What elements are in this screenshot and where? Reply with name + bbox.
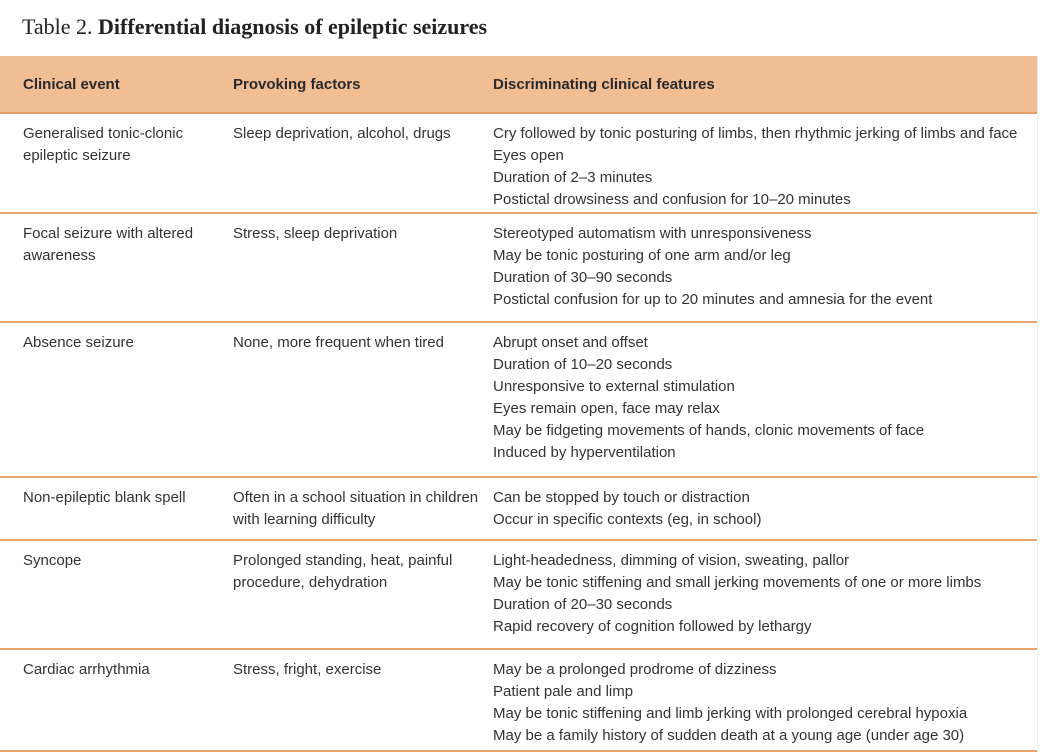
cell-clinical-event: Generalised tonic-clonic epileptic seizure xyxy=(23,125,184,164)
table-caption-label: Table 2. xyxy=(22,14,93,39)
cell-provoking-factors: Prolonged standing, heat, painful procedure, dehydration xyxy=(233,552,453,591)
cell-clinical-event: Non-epileptic blank spell xyxy=(23,489,186,506)
cell-provoking-factors: Often in a school situation in children with learning difficulty xyxy=(233,489,479,528)
feature-line: May be tonic stiffening and limb jerking with prolonged cerebral hypoxia xyxy=(493,705,968,722)
feature-line: Induced by hyperventilation xyxy=(493,444,676,461)
feature-line: Eyes open xyxy=(493,147,564,164)
cell-clinical-event: Cardiac arrhythmia xyxy=(23,661,150,678)
feature-line: Duration of 30–90 seconds xyxy=(493,269,673,286)
feature-line: Duration of 2–3 minutes xyxy=(493,169,653,186)
cell-discriminating-features xyxy=(493,487,1033,531)
feature-line: Duration of 20–30 seconds xyxy=(493,596,673,613)
feature-line: May be a prolonged prodrome of dizziness xyxy=(493,661,777,678)
feature-line: Abrupt onset and offset xyxy=(493,334,648,351)
feature-line: Rapid recovery of cognition followed by lethargy xyxy=(493,618,812,635)
cell-provoking-factors: Stress, fright, exercise xyxy=(233,661,382,678)
cell-discriminating-features xyxy=(493,223,1033,311)
header-discriminating-features: Discriminating clinical features xyxy=(493,76,715,93)
cell-discriminating-features xyxy=(493,550,1033,638)
header-provoking-factors: Provoking factors xyxy=(233,76,361,93)
feature-line: Eyes remain open, face may relax xyxy=(493,400,720,417)
table-row xyxy=(0,478,1037,541)
table-header xyxy=(0,56,1037,114)
cell-provoking-factors: Stress, sleep deprivation xyxy=(233,225,398,242)
feature-line: Occur in specific contexts (eg, in school) xyxy=(493,511,762,528)
feature-line: Patient pale and limp xyxy=(493,683,634,700)
header-clinical-event: Clinical event xyxy=(23,76,120,93)
feature-line: May be tonic posturing of one arm and/or leg xyxy=(493,247,791,264)
cell-discriminating-features xyxy=(493,659,1033,747)
feature-line: Postictal confusion for up to 20 minutes and amnesia for the event xyxy=(493,291,933,308)
feature-line: May be fidgeting movements of hands, clonic movements of face xyxy=(493,422,925,439)
cell-clinical-event: Syncope xyxy=(23,552,82,569)
table-row xyxy=(0,541,1037,650)
table-row xyxy=(0,650,1037,752)
table-row xyxy=(0,214,1037,323)
cell-provoking-factors: None, more frequent when tired xyxy=(233,334,444,351)
feature-line: Cry followed by tonic posturing of limbs, then rhythmic jerking of limbs and face xyxy=(493,125,1018,142)
table-caption-title: Differential diagnosis of epileptic seizures xyxy=(98,14,488,39)
table-row xyxy=(0,323,1037,478)
feature-line: Duration of 10–20 seconds xyxy=(493,356,673,373)
table-caption xyxy=(22,14,487,40)
feature-line: Postictal drowsiness and confusion for 10–20 minutes xyxy=(493,191,851,208)
feature-line: Unresponsive to external stimulation xyxy=(493,378,735,395)
cell-clinical-event: Absence seizure xyxy=(23,334,134,351)
cell-provoking-factors: Sleep deprivation, alcohol, drugs xyxy=(233,125,451,142)
feature-line: May be tonic stiffening and small jerking movements of one or more limbs xyxy=(493,574,982,591)
cell-discriminating-features xyxy=(493,123,1033,211)
cell-discriminating-features xyxy=(493,332,1033,464)
feature-line: Light-headedness, dimming of vision, sweating, pallor xyxy=(493,552,850,569)
feature-line: Stereotyped automatism with unresponsiveness xyxy=(493,225,812,242)
table-row xyxy=(0,114,1037,214)
feature-line: Can be stopped by touch or distraction xyxy=(493,489,750,506)
feature-line: May be a family history of sudden death at a young age (under age 30) xyxy=(493,727,965,744)
differential-diagnosis-table xyxy=(0,56,1038,752)
cell-clinical-event: Focal seizure with altered awareness xyxy=(23,225,194,264)
